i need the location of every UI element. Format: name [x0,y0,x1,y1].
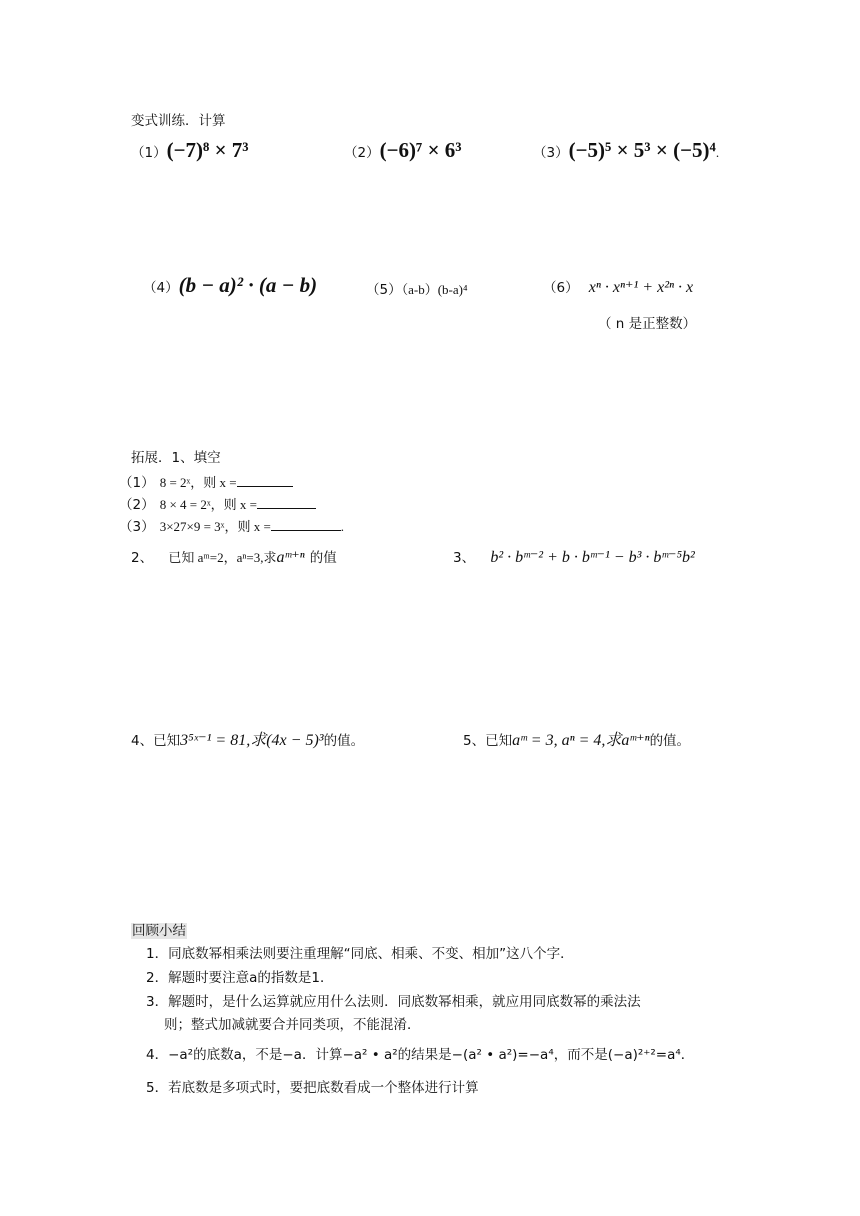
review-heading-text: 回顾小结 [132,923,186,939]
fill-item-3 [119,515,344,535]
fill-item-1-blank[interactable] [237,474,293,487]
fill-item-2 [119,493,316,513]
problem-6-expr: xⁿ · xⁿ⁺¹ + x²ⁿ · x [588,279,694,296]
problem-3 [533,138,719,163]
problem-2-expr: (−6)⁷ × 6³ [379,138,462,162]
review-point-4: 4．−a²的底数a，不是−a．计算−a² • a²的结果是−(a² • a²)=−a⁴，而不是(−a)²⁺²=a⁴． [146,1047,695,1063]
review-point-3-cont: 则；整式加减就要合并同类项，不能混淆． [164,1017,421,1033]
fill-item-2-text: 8 × 4 = 2ˣ，则 x = [159,497,257,512]
question-3 [453,546,695,567]
fill-item-3-label: （3） [119,519,155,535]
fill-item-1 [119,471,293,491]
question-4-expr: 3⁵ˣ⁻¹ = 81,求(4x − 5)³ [180,732,324,749]
question-2-label: 2、 [131,550,154,566]
problem-4-label: （4） [143,280,179,296]
fill-item-1-label: （1） [119,475,155,491]
question-2-text: 已知 aᵐ=2，aⁿ=3,求 [168,550,277,565]
problem-3-expr: (−5)⁵ × 5³ × (−5)⁴ [568,138,716,162]
question-5-label: 5、已知 [463,733,513,749]
question-5-expr: aᵐ = 3, aⁿ = 4,求aᵐ⁺ⁿ [512,732,650,749]
review-point-5: 5．若底数是多项式时，要把底数看成一个整体进行计算 [146,1080,479,1096]
variant-heading: 变式训练．计算 [131,113,226,129]
review-point-2: 2．解题时要注意a的指数是1． [146,970,334,986]
problem-5-label: （5） [366,282,402,298]
question-5-after: 的值。 [649,733,691,749]
question-2-expr: aᵐ⁺ⁿ [276,549,305,566]
review-heading [131,919,187,939]
question-3-label: 3、 [453,550,476,566]
problem-2-label: （2） [344,145,380,161]
question-3-expr: b² · bᵐ⁻² + b · bᵐ⁻¹ − b³ · bᵐ⁻⁵b² [490,549,695,566]
problem-6-note: （ n 是正整数） [598,316,697,332]
fill-item-3-suffix: . [340,519,345,534]
problem-2 [344,138,462,163]
question-4-after: 的值。 [323,733,365,749]
problem-5-expr: （a-b）(b-a)⁴ [401,282,468,297]
fill-item-2-blank[interactable] [257,496,316,509]
fill-item-2-label: （2） [119,497,155,513]
problem-3-label: （3） [533,145,569,161]
fill-item-3-blank[interactable] [271,518,341,531]
question-4-label: 4、已知 [131,733,181,749]
problem-5 [366,278,467,298]
problem-3-suffix: . [715,145,720,160]
question-2-after: 的值 [309,550,337,566]
question-5 [463,727,690,750]
question-4 [131,727,364,750]
fill-item-3-text: 3×27×9 = 3ˣ，则 x = [159,519,271,534]
review-point-1: 1．同底数幂相乘法则要注重理解“同底、相乘、不变、相加”这八个字． [146,946,574,962]
fill-item-1-text: 8 = 2ˣ，则 x = [159,475,237,490]
problem-1-expr: (−7)⁸ × 7³ [166,138,249,162]
problem-1-label: （1） [131,145,167,161]
review-point-3: 3．解题时，是什么运算就应用什么法则．同底数幂相乘，就应用同底数幂的乘法法 [146,994,641,1010]
problem-6 [543,276,693,297]
problem-4-expr: (b − a)² · (a − b) [178,273,318,297]
problem-1 [131,138,249,163]
problem-4 [143,273,317,298]
question-2 [131,546,337,567]
problem-6-label: （6） [543,280,579,296]
extension-heading: 拓展．1、填空 [131,450,221,466]
